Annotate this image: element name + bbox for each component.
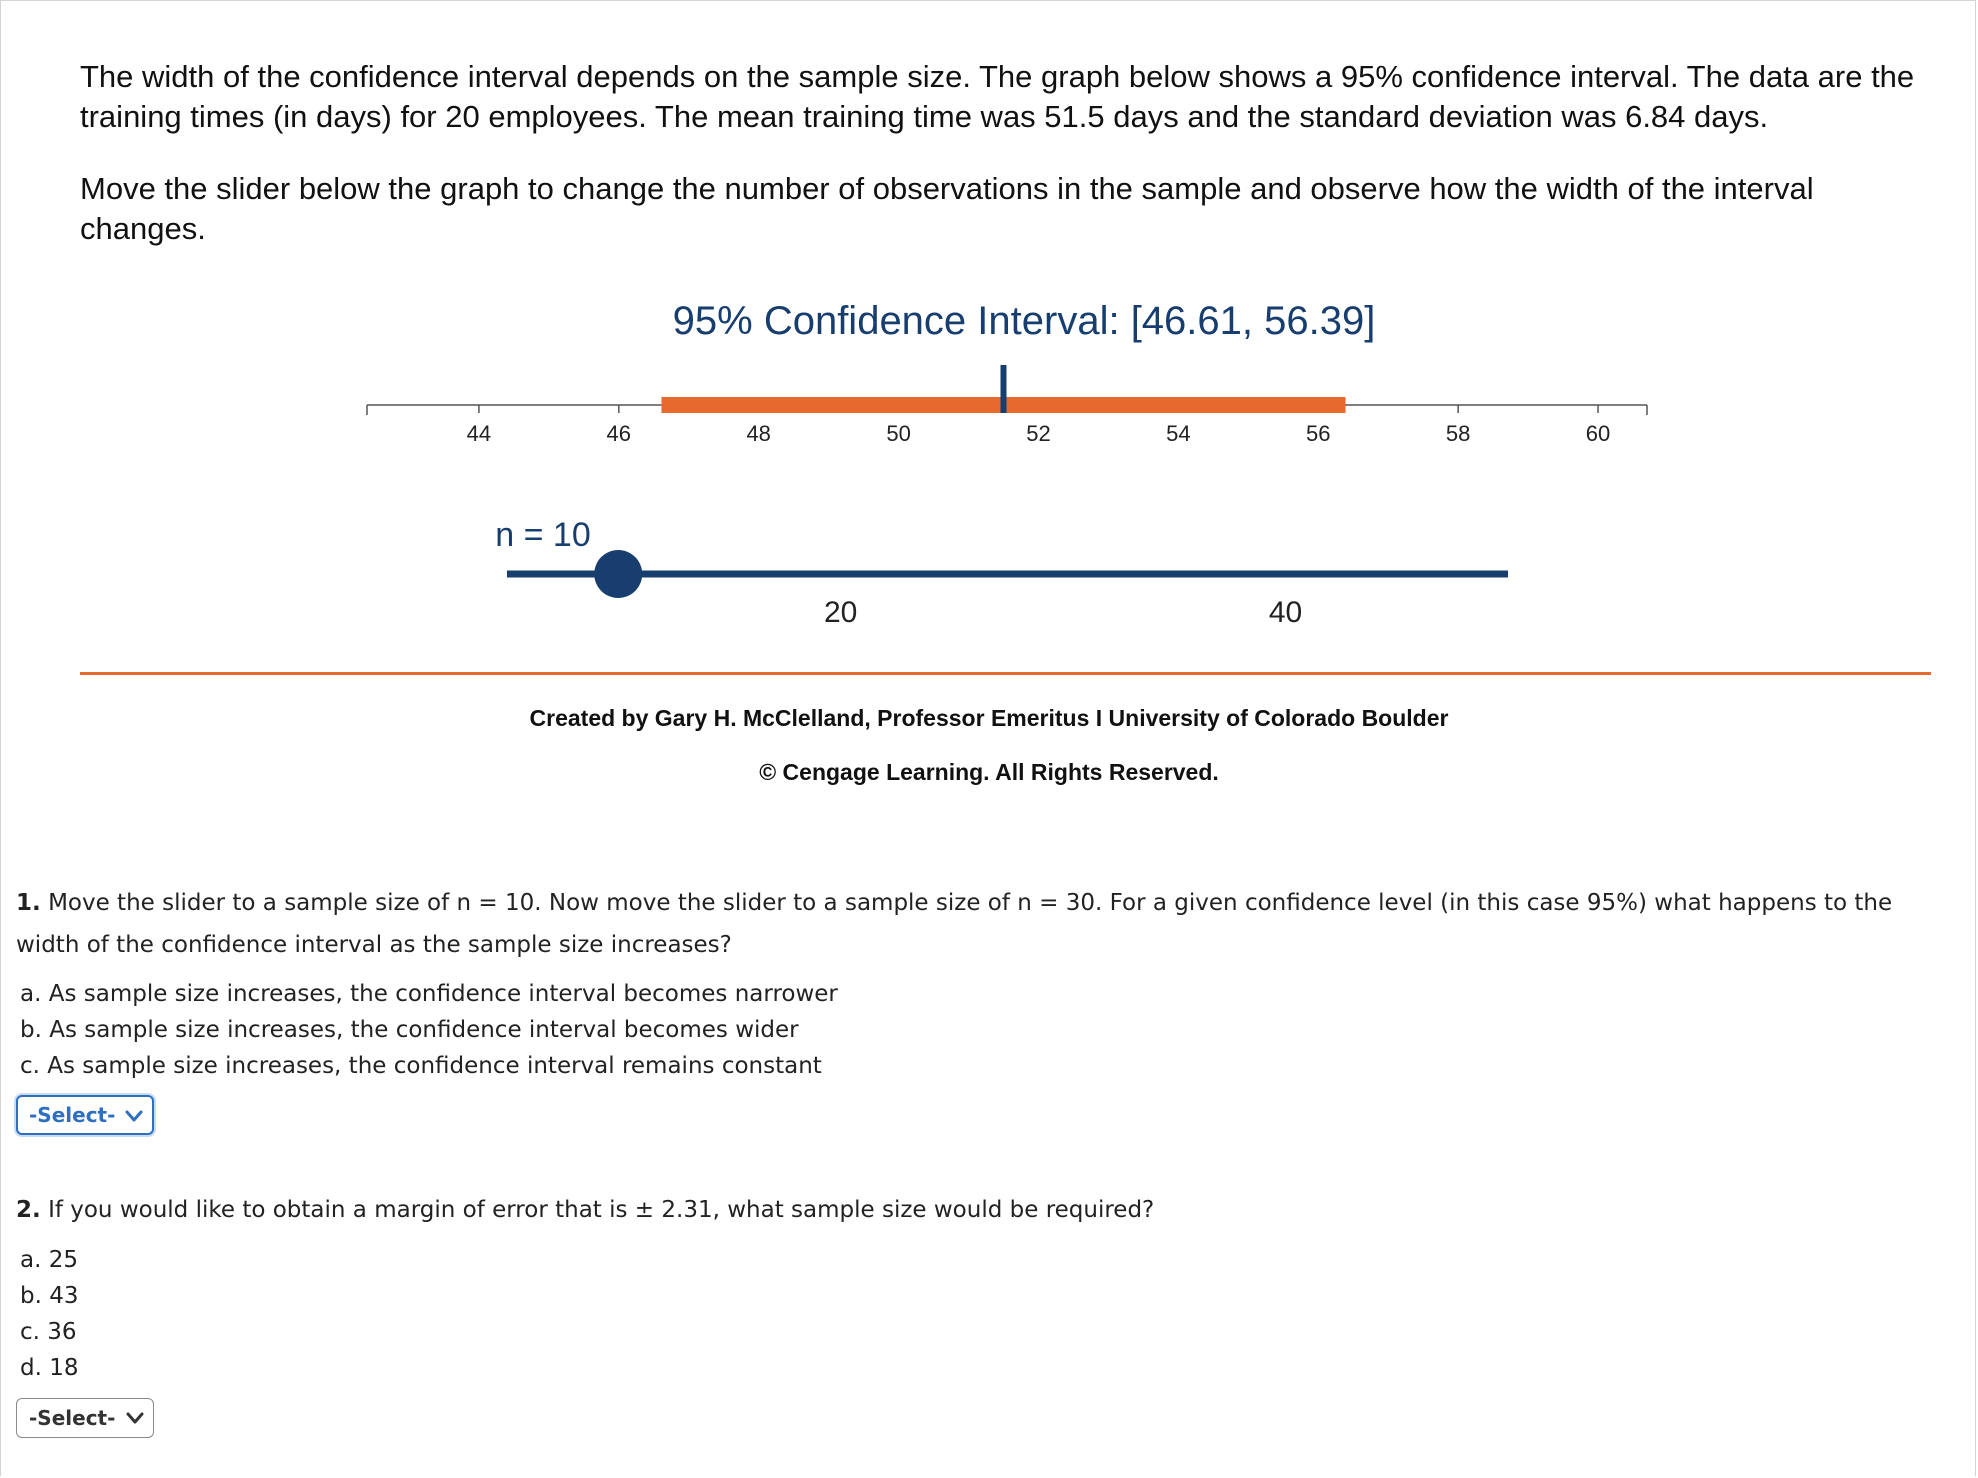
question-2-text: If you would like to obtain a margin of error that is ± 2.31, what sample size would be required? (48, 1197, 1155, 1223)
question-2 (16, 1189, 1961, 1231)
mean-marker (1001, 365, 1007, 413)
x-tick-label: 56 (1306, 421, 1331, 446)
intro-paragraph-2: Move the slider below the graph to change the number of observations in the sample and observe how the width of the interval changes. (80, 171, 1814, 246)
question-1-options (20, 976, 838, 1084)
chart-svg (0, 290, 1978, 650)
question-2-select-value: -Select- (29, 1406, 116, 1430)
question-2-answer-select[interactable] (16, 1398, 154, 1438)
x-tick-label: 50 (886, 421, 911, 446)
x-tick-label: 52 (1026, 421, 1051, 446)
question-1-answer-select[interactable] (16, 1095, 154, 1135)
option-1c: c. As sample size increases, the confidence interval remains constant (20, 1053, 822, 1079)
slider-tick-label: 40 (1268, 596, 1303, 629)
confidence-interval-chart (0, 290, 1978, 650)
x-tick-label: 44 (466, 421, 492, 446)
x-tick-label: 60 (1585, 421, 1611, 446)
sample-size-label: n = 10 (495, 516, 591, 554)
intro-paragraph-1: The width of the confidence interval depends on the sample size. The graph below shows a 95% confidence interval. The data are the training times (in days) for 20 employees. The mean training time was 51.5 days and the standard deviation was 6.84 days. (80, 59, 1915, 134)
option-2a: a. 25 (20, 1247, 78, 1273)
slider-handle[interactable] (594, 550, 642, 598)
chevron-down-icon (125, 1408, 145, 1428)
chevron-down-icon (124, 1106, 144, 1126)
chart-title: 95% Confidence Interval: [46.61, 56.39] (672, 299, 1376, 343)
x-tick-label: 54 (1166, 421, 1191, 446)
slider-tick-label: 20 (823, 596, 858, 629)
x-tick-label: 46 (606, 421, 632, 446)
credit-author: Created by Gary H. McClelland, Professor Emeritus I University of Colorado Boulder (529, 705, 1449, 731)
question-1-text: Move the slider to a sample size of n = 10. Now move the slider to a sample size of n = 30. For a given confidence level (in this case 95%) what happens to the width of the confidence interval as the sample size increases? (16, 890, 1893, 958)
section-divider (80, 672, 1931, 675)
x-tick-label: 58 (1445, 421, 1471, 446)
question-1-select-value: -Select- (29, 1103, 116, 1127)
option-2c: c. 36 (20, 1319, 77, 1345)
question-1-number: 1. (16, 890, 41, 916)
question-2-number: 2. (16, 1197, 41, 1223)
question-1 (16, 882, 1961, 966)
credit-copyright: © Cengage Learning. All Rights Reserved. (759, 759, 1219, 785)
option-2d: d. 18 (20, 1355, 79, 1381)
question-2-options (20, 1242, 79, 1386)
x-tick-label: 48 (746, 421, 771, 446)
option-2b: b. 43 (20, 1283, 79, 1309)
option-1b: b. As sample size increases, the confidence interval becomes wider (20, 1017, 799, 1043)
option-1a: a. As sample size increases, the confidence interval becomes narrower (20, 981, 838, 1007)
